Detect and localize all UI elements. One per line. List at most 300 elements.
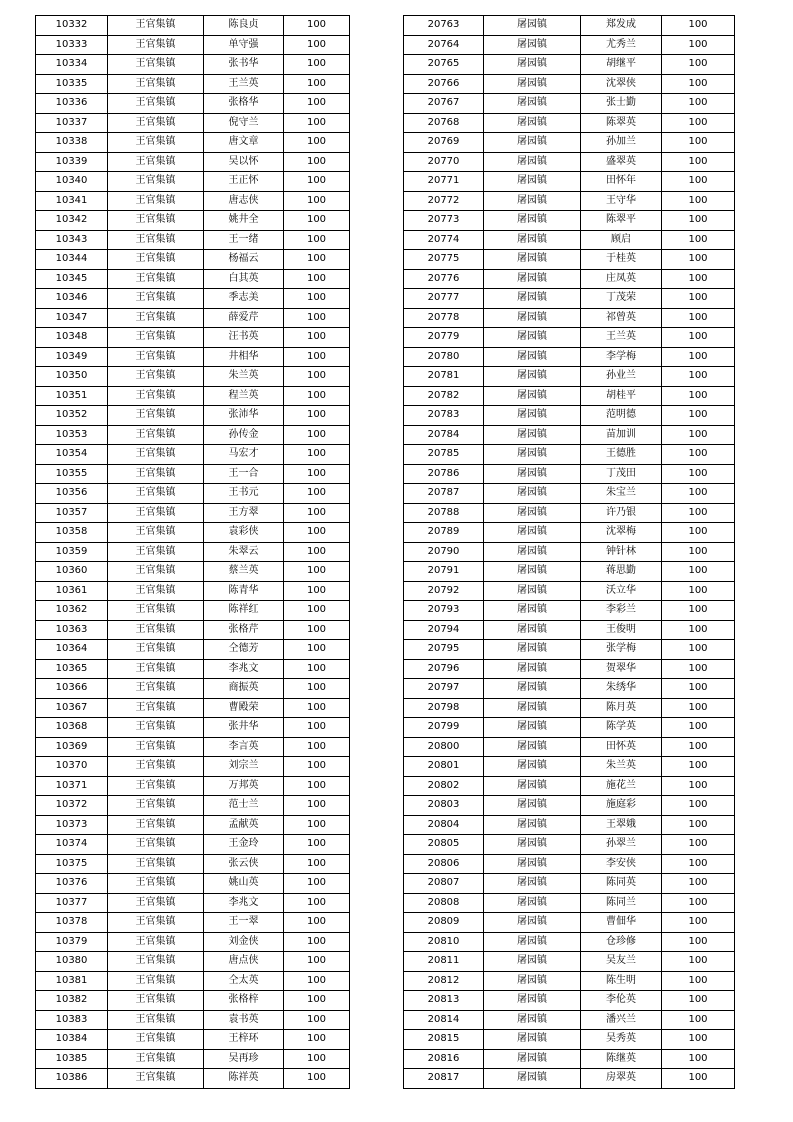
name-cell: 许乃银 <box>581 503 662 523</box>
town-cell: 王官集镇 <box>108 74 204 94</box>
amount-cell: 100 <box>662 328 735 348</box>
amount-cell: 100 <box>662 367 735 387</box>
town-cell: 屠园镇 <box>484 35 581 55</box>
amount-cell: 100 <box>662 406 735 426</box>
name-cell: 沈翠梅 <box>581 523 662 543</box>
record-id-cell: 10376 <box>36 874 108 894</box>
town-cell: 王官集镇 <box>108 152 204 172</box>
town-cell: 屠园镇 <box>484 386 581 406</box>
name-cell: 陈月英 <box>581 698 662 718</box>
amount-cell: 100 <box>284 1069 350 1089</box>
town-cell: 王官集镇 <box>108 776 204 796</box>
amount-cell: 100 <box>284 94 350 114</box>
record-id-cell: 10349 <box>36 347 108 367</box>
amount-cell: 100 <box>662 425 735 445</box>
name-cell: 胡桂平 <box>581 386 662 406</box>
table-row <box>36 269 350 289</box>
record-id-cell: 10351 <box>36 386 108 406</box>
amount-cell: 100 <box>662 269 735 289</box>
record-id-cell: 10363 <box>36 620 108 640</box>
town-cell: 屠园镇 <box>484 542 581 562</box>
table-row <box>404 1030 735 1050</box>
name-cell: 沃立华 <box>581 581 662 601</box>
name-cell: 陈翠平 <box>581 211 662 231</box>
amount-cell: 100 <box>662 991 735 1011</box>
name-cell: 王守华 <box>581 191 662 211</box>
table-row <box>36 913 350 933</box>
town-cell: 王官集镇 <box>108 913 204 933</box>
amount-cell: 100 <box>284 152 350 172</box>
town-cell: 王官集镇 <box>108 1069 204 1089</box>
amount-cell: 100 <box>284 718 350 738</box>
town-cell: 王官集镇 <box>108 874 204 894</box>
amount-cell: 100 <box>284 679 350 699</box>
record-id-cell: 20804 <box>404 815 484 835</box>
record-id-cell: 10382 <box>36 991 108 1011</box>
name-cell: 范士兰 <box>204 796 284 816</box>
record-id-cell: 10336 <box>36 94 108 114</box>
name-cell: 庄凤英 <box>581 269 662 289</box>
amount-cell: 100 <box>284 854 350 874</box>
town-cell: 王官集镇 <box>108 172 204 192</box>
table-row <box>36 386 350 406</box>
town-cell: 屠园镇 <box>484 581 581 601</box>
table-row <box>36 562 350 582</box>
name-cell: 王一合 <box>204 464 284 484</box>
town-cell: 屠园镇 <box>484 893 581 913</box>
amount-cell: 100 <box>284 620 350 640</box>
amount-cell: 100 <box>662 893 735 913</box>
town-cell: 屠园镇 <box>484 698 581 718</box>
table-row <box>404 1010 735 1030</box>
record-id-cell: 20802 <box>404 776 484 796</box>
table-row <box>36 737 350 757</box>
record-id-cell: 10355 <box>36 464 108 484</box>
name-cell: 唐志侠 <box>204 191 284 211</box>
amount-cell: 100 <box>284 1049 350 1069</box>
record-id-cell: 20779 <box>404 328 484 348</box>
record-id-cell: 10386 <box>36 1069 108 1089</box>
table-row <box>36 55 350 75</box>
amount-cell: 100 <box>662 289 735 309</box>
town-cell: 屠园镇 <box>484 308 581 328</box>
table-row <box>36 815 350 835</box>
town-cell: 王官集镇 <box>108 289 204 309</box>
table-row <box>404 269 735 289</box>
amount-cell: 100 <box>284 328 350 348</box>
amount-cell: 100 <box>662 815 735 835</box>
town-cell: 王官集镇 <box>108 718 204 738</box>
table-row <box>404 971 735 991</box>
amount-cell: 100 <box>662 113 735 133</box>
amount-cell: 100 <box>662 776 735 796</box>
record-id-cell: 10340 <box>36 172 108 192</box>
name-cell: 陈祥英 <box>204 1069 284 1089</box>
town-cell: 屠园镇 <box>484 269 581 289</box>
record-id-cell: 10352 <box>36 406 108 426</box>
town-cell: 屠园镇 <box>484 835 581 855</box>
town-cell: 王官集镇 <box>108 464 204 484</box>
table-row <box>404 328 735 348</box>
table-row <box>36 776 350 796</box>
name-cell: 仝太英 <box>204 971 284 991</box>
table-row <box>36 874 350 894</box>
table-row <box>404 913 735 933</box>
name-cell: 王兰英 <box>581 328 662 348</box>
record-id-cell: 20796 <box>404 659 484 679</box>
record-id-cell: 10335 <box>36 74 108 94</box>
name-cell: 潘兴兰 <box>581 1010 662 1030</box>
town-cell: 屠园镇 <box>484 484 581 504</box>
amount-cell: 100 <box>284 386 350 406</box>
record-id-cell: 10337 <box>36 113 108 133</box>
table-row <box>404 367 735 387</box>
town-cell: 屠园镇 <box>484 952 581 972</box>
name-cell: 朱绣华 <box>581 679 662 699</box>
table-row <box>36 94 350 114</box>
record-id-cell: 10367 <box>36 698 108 718</box>
name-cell: 祁曾英 <box>581 308 662 328</box>
table-row <box>36 425 350 445</box>
name-cell: 井相华 <box>204 347 284 367</box>
town-cell: 王官集镇 <box>108 484 204 504</box>
amount-cell: 100 <box>662 737 735 757</box>
amount-cell: 100 <box>284 835 350 855</box>
town-cell: 王官集镇 <box>108 386 204 406</box>
table-row <box>404 133 735 153</box>
record-id-cell: 20765 <box>404 55 484 75</box>
amount-cell: 100 <box>662 484 735 504</box>
table-row <box>404 776 735 796</box>
record-id-cell: 20789 <box>404 523 484 543</box>
town-cell: 屠园镇 <box>484 718 581 738</box>
town-cell: 王官集镇 <box>108 679 204 699</box>
town-cell: 王官集镇 <box>108 113 204 133</box>
amount-cell: 100 <box>284 484 350 504</box>
name-cell: 胡继平 <box>581 55 662 75</box>
record-id-cell: 20775 <box>404 250 484 270</box>
amount-cell: 100 <box>662 620 735 640</box>
table-row <box>404 854 735 874</box>
table-row <box>404 542 735 562</box>
amount-cell: 100 <box>662 74 735 94</box>
amount-cell: 100 <box>284 601 350 621</box>
table-row <box>404 94 735 114</box>
roster-table-right <box>403 15 735 1089</box>
amount-cell: 100 <box>284 523 350 543</box>
name-cell: 施庭彩 <box>581 796 662 816</box>
table-row <box>404 581 735 601</box>
town-cell: 屠园镇 <box>484 523 581 543</box>
town-cell: 屠园镇 <box>484 172 581 192</box>
town-cell: 屠园镇 <box>484 1010 581 1030</box>
name-cell: 曹佃华 <box>581 913 662 933</box>
table-row <box>404 991 735 1011</box>
name-cell: 倪守兰 <box>204 113 284 133</box>
town-cell: 王官集镇 <box>108 347 204 367</box>
name-cell: 顾启 <box>581 230 662 250</box>
record-id-cell: 10379 <box>36 932 108 952</box>
town-cell: 屠园镇 <box>484 74 581 94</box>
town-cell: 屠园镇 <box>484 679 581 699</box>
name-cell: 郑发成 <box>581 16 662 36</box>
amount-cell: 100 <box>662 913 735 933</box>
record-id-cell: 10375 <box>36 854 108 874</box>
record-id-cell: 20813 <box>404 991 484 1011</box>
table-row <box>404 113 735 133</box>
record-id-cell: 20770 <box>404 152 484 172</box>
table-row <box>404 484 735 504</box>
amount-cell: 100 <box>662 796 735 816</box>
table-row <box>404 386 735 406</box>
name-cell: 孙加兰 <box>581 133 662 153</box>
table-row <box>404 815 735 835</box>
table-row <box>36 757 350 777</box>
record-id-cell: 20809 <box>404 913 484 933</box>
name-cell: 贺翠华 <box>581 659 662 679</box>
amount-cell: 100 <box>662 94 735 114</box>
record-id-cell: 20788 <box>404 503 484 523</box>
name-cell: 仓珍修 <box>581 932 662 952</box>
name-cell: 盛翠英 <box>581 152 662 172</box>
amount-cell: 100 <box>284 874 350 894</box>
roster-body-left <box>36 16 350 1089</box>
record-id-cell: 20766 <box>404 74 484 94</box>
town-cell: 王官集镇 <box>108 991 204 1011</box>
table-row <box>36 971 350 991</box>
record-id-cell: 10350 <box>36 367 108 387</box>
amount-cell: 100 <box>662 308 735 328</box>
table-row <box>404 172 735 192</box>
town-cell: 王官集镇 <box>108 523 204 543</box>
town-cell: 王官集镇 <box>108 659 204 679</box>
town-cell: 王官集镇 <box>108 757 204 777</box>
table-row <box>36 659 350 679</box>
table-row <box>36 679 350 699</box>
amount-cell: 100 <box>284 16 350 36</box>
town-cell: 屠园镇 <box>484 737 581 757</box>
record-id-cell: 10339 <box>36 152 108 172</box>
amount-cell: 100 <box>284 74 350 94</box>
amount-cell: 100 <box>284 269 350 289</box>
town-cell: 王官集镇 <box>108 367 204 387</box>
table-row <box>36 347 350 367</box>
amount-cell: 100 <box>284 796 350 816</box>
record-id-cell: 20780 <box>404 347 484 367</box>
record-id-cell: 10353 <box>36 425 108 445</box>
table-row <box>36 484 350 504</box>
amount-cell: 100 <box>662 640 735 660</box>
table-row <box>36 601 350 621</box>
table-row <box>404 230 735 250</box>
town-cell: 屠园镇 <box>484 1069 581 1089</box>
town-cell: 王官集镇 <box>108 893 204 913</box>
record-id-cell: 20787 <box>404 484 484 504</box>
amount-cell: 100 <box>662 971 735 991</box>
amount-cell: 100 <box>662 191 735 211</box>
table-row <box>404 874 735 894</box>
name-cell: 曹殿荣 <box>204 698 284 718</box>
table-row <box>36 542 350 562</box>
town-cell: 屠园镇 <box>484 815 581 835</box>
name-cell: 唐点侠 <box>204 952 284 972</box>
name-cell: 朱宝兰 <box>581 484 662 504</box>
table-row <box>404 893 735 913</box>
record-id-cell: 20803 <box>404 796 484 816</box>
table-row <box>404 74 735 94</box>
record-id-cell: 10381 <box>36 971 108 991</box>
record-id-cell: 10360 <box>36 562 108 582</box>
roster-body-right <box>404 16 735 1089</box>
record-id-cell: 10371 <box>36 776 108 796</box>
name-cell: 张士勤 <box>581 94 662 114</box>
record-id-cell: 20817 <box>404 1069 484 1089</box>
name-cell: 商振英 <box>204 679 284 699</box>
town-cell: 屠园镇 <box>484 776 581 796</box>
table-row <box>404 562 735 582</box>
amount-cell: 100 <box>662 386 735 406</box>
town-cell: 王官集镇 <box>108 55 204 75</box>
town-cell: 屠园镇 <box>484 796 581 816</box>
name-cell: 陈同兰 <box>581 893 662 913</box>
name-cell: 李安侠 <box>581 854 662 874</box>
record-id-cell: 20769 <box>404 133 484 153</box>
town-cell: 屠园镇 <box>484 757 581 777</box>
town-cell: 王官集镇 <box>108 250 204 270</box>
table-row <box>36 191 350 211</box>
record-id-cell: 20797 <box>404 679 484 699</box>
table-row <box>36 620 350 640</box>
name-cell: 王方翠 <box>204 503 284 523</box>
record-id-cell: 10348 <box>36 328 108 348</box>
town-cell: 屠园镇 <box>484 113 581 133</box>
name-cell: 吴秀英 <box>581 1030 662 1050</box>
record-id-cell: 20763 <box>404 16 484 36</box>
table-row <box>404 191 735 211</box>
table-row <box>36 230 350 250</box>
record-id-cell: 10378 <box>36 913 108 933</box>
table-row <box>36 16 350 36</box>
table-row <box>36 1049 350 1069</box>
name-cell: 张云侠 <box>204 854 284 874</box>
table-row <box>404 659 735 679</box>
record-id-cell: 20811 <box>404 952 484 972</box>
amount-cell: 100 <box>662 718 735 738</box>
amount-cell: 100 <box>662 542 735 562</box>
name-cell: 陈祥红 <box>204 601 284 621</box>
town-cell: 屠园镇 <box>484 874 581 894</box>
name-cell: 李彩兰 <box>581 601 662 621</box>
table-row <box>36 152 350 172</box>
amount-cell: 100 <box>284 35 350 55</box>
name-cell: 田怀英 <box>581 737 662 757</box>
record-id-cell: 10385 <box>36 1049 108 1069</box>
amount-cell: 100 <box>284 991 350 1011</box>
town-cell: 屠园镇 <box>484 94 581 114</box>
town-cell: 屠园镇 <box>484 16 581 36</box>
amount-cell: 100 <box>662 35 735 55</box>
record-id-cell: 20798 <box>404 698 484 718</box>
name-cell: 张格华 <box>204 94 284 114</box>
table-row <box>36 445 350 465</box>
record-id-cell: 10354 <box>36 445 108 465</box>
record-id-cell: 10343 <box>36 230 108 250</box>
town-cell: 王官集镇 <box>108 932 204 952</box>
record-id-cell: 10370 <box>36 757 108 777</box>
table-row <box>404 679 735 699</box>
record-id-cell: 20792 <box>404 581 484 601</box>
record-id-cell: 10332 <box>36 16 108 36</box>
amount-cell: 100 <box>662 679 735 699</box>
record-id-cell: 10364 <box>36 640 108 660</box>
record-id-cell: 10374 <box>36 835 108 855</box>
record-id-cell: 20768 <box>404 113 484 133</box>
amount-cell: 100 <box>662 1030 735 1050</box>
name-cell: 陈生明 <box>581 971 662 991</box>
name-cell: 季志美 <box>204 289 284 309</box>
town-cell: 屠园镇 <box>484 913 581 933</box>
amount-cell: 100 <box>284 776 350 796</box>
table-row <box>404 250 735 270</box>
name-cell: 刘金侠 <box>204 932 284 952</box>
name-cell: 王金玲 <box>204 835 284 855</box>
name-cell: 朱兰英 <box>204 367 284 387</box>
table-row <box>404 835 735 855</box>
record-id-cell: 10365 <box>36 659 108 679</box>
record-id-cell: 10373 <box>36 815 108 835</box>
table-row <box>404 289 735 309</box>
name-cell: 王翠娥 <box>581 815 662 835</box>
name-cell: 程兰英 <box>204 386 284 406</box>
table-row <box>404 601 735 621</box>
name-cell: 尤秀兰 <box>581 35 662 55</box>
town-cell: 屠园镇 <box>484 971 581 991</box>
name-cell: 陈翠英 <box>581 113 662 133</box>
amount-cell: 100 <box>662 250 735 270</box>
town-cell: 王官集镇 <box>108 269 204 289</box>
record-id-cell: 10342 <box>36 211 108 231</box>
table-row <box>404 757 735 777</box>
amount-cell: 100 <box>284 191 350 211</box>
record-id-cell: 10334 <box>36 55 108 75</box>
amount-cell: 100 <box>284 1030 350 1050</box>
town-cell: 屠园镇 <box>484 620 581 640</box>
record-id-cell: 20774 <box>404 230 484 250</box>
name-cell: 李兆文 <box>204 893 284 913</box>
table-row <box>36 289 350 309</box>
name-cell: 白其英 <box>204 269 284 289</box>
record-id-cell: 20795 <box>404 640 484 660</box>
name-cell: 张学梅 <box>581 640 662 660</box>
record-id-cell: 20783 <box>404 406 484 426</box>
table-row <box>404 796 735 816</box>
name-cell: 张井华 <box>204 718 284 738</box>
record-id-cell: 10346 <box>36 289 108 309</box>
table-row <box>36 308 350 328</box>
table-row <box>36 328 350 348</box>
record-id-cell: 10357 <box>36 503 108 523</box>
record-id-cell: 20791 <box>404 562 484 582</box>
record-id-cell: 20801 <box>404 757 484 777</box>
name-cell: 孟献英 <box>204 815 284 835</box>
amount-cell: 100 <box>284 581 350 601</box>
name-cell: 房翠英 <box>581 1069 662 1089</box>
table-row <box>404 737 735 757</box>
name-cell: 唐文章 <box>204 133 284 153</box>
amount-cell: 100 <box>662 659 735 679</box>
table-row <box>36 523 350 543</box>
record-id-cell: 20772 <box>404 191 484 211</box>
